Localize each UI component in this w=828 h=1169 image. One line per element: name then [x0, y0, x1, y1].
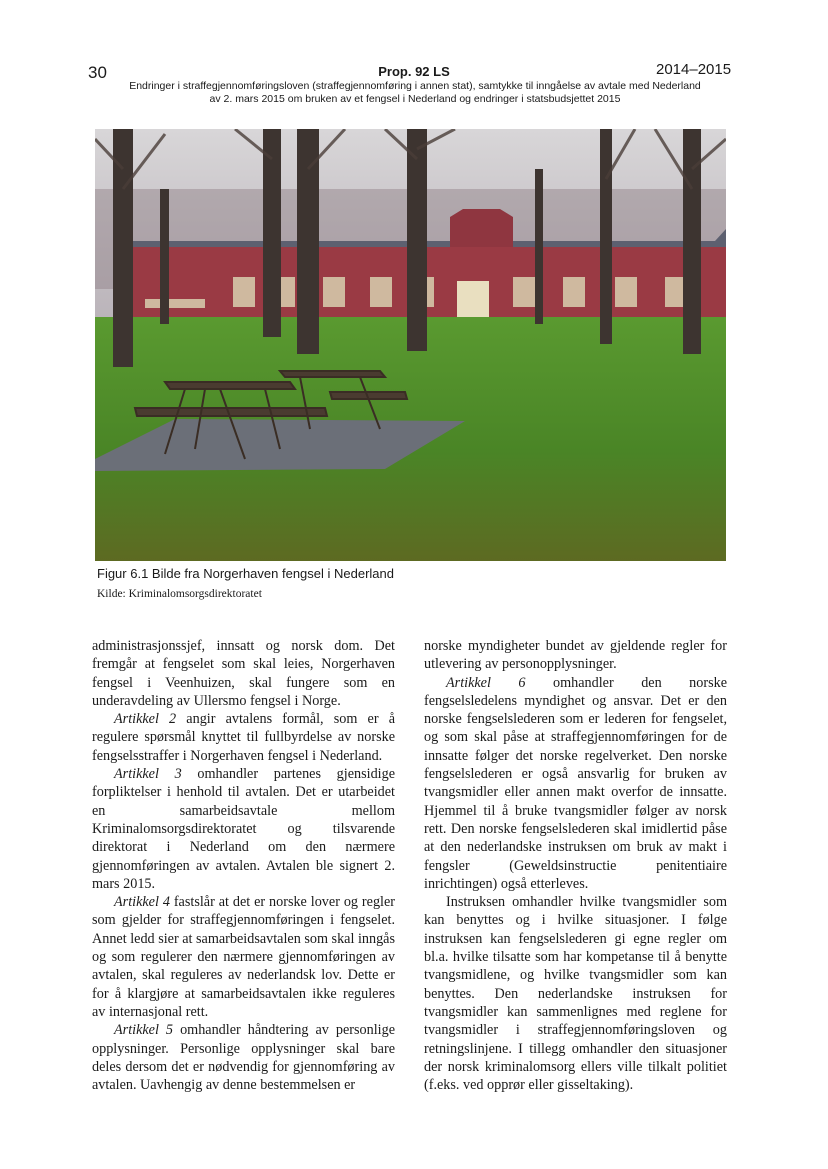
- paragraph-text: angir avtalens formål, som er å regulere spørsmål knyttet til fullbyrdelse av norske fengselsstraffer i Norgerhaven fengsel i Nederland.: [92, 711, 396, 764]
- paragraph-text: omhandler håndtering av personlige opplysninger. Personlige opplysninger skal bare deles dersom det er nødvendig for gjennomføring av avtalen. Uavhengig av denne bestemmelsen er: [92, 1022, 395, 1094]
- year-range: 2014–2015: [656, 61, 732, 78]
- paragraph: [92, 893, 395, 1021]
- left-column: [92, 637, 395, 1094]
- paragraph: administrasjonssjef, innsatt og norsk dom. Det fremgår at fengselet som skal leies, Norgerhaven fengsel i Veenhuizen, skal fungere som en underavdeling av Ullersmo fengsel i Norge.: [92, 638, 395, 709]
- right-column: [424, 637, 727, 1094]
- page-number: 30: [88, 63, 107, 82]
- paragraph: Instruksen omhandler hvilke tvangsmidler som kan benyttes og i hvilke situasjoner. I følge instruksen kan fengselslederen gi egne regler om bl.a. hvilke tilsatte som har kompetanse til å benytte tvangsmidlene, og hvilke tvangsmidler som kan benyttes. Den nederlandske instruksen for tvangsmidler kan sammenlignes med reglene for tvangsmidler i straffegjennomføringsloven og retningslinjene. I tillegg omhandler den situasjoner der norsk kriminalomsorg ellers ville tilkalt politiet (f.eks. ved opprør eller gisseltaking).: [424, 894, 727, 1094]
- article-label: Artikkel 4: [114, 894, 170, 911]
- document-subtitle: [80, 80, 750, 106]
- paragraph: [92, 765, 395, 893]
- subtitle-line-1: Endringer i straffegjennomføringsloven (straffegjennomføring i annen stat), samtykke til inngåelse av avtale med Nederland: [129, 80, 701, 92]
- figure-source: Kilde: Kriminalomsorgsdirektoratet: [97, 588, 262, 600]
- article-label: Artikkel 6: [446, 674, 526, 691]
- paragraph-text: fastslår at det er norske lover og regler som gjelder for straffegjennomføringen i fengselet. Annet ledd sier at samarbeidsavtalen som skal inngås og som regulerer den nærmere gjennomføringen av avtalen, skal reguleres av nederlandsk lov. Dette er for å klargjøre at samarbeidsavtalen ikke reguleres av internasjonal rett.: [92, 894, 396, 1020]
- prison-photo: [95, 129, 726, 561]
- paragraph: [92, 1021, 395, 1094]
- subtitle-line-2: av 2. mars 2015 om bruken av et fengsel i Nederland og endringer i statsbudsjettet 2015: [209, 93, 621, 105]
- figure-caption: Figur 6.1 Bilde fra Norgerhaven fengsel i Nederland: [97, 566, 395, 581]
- paragraph: [424, 674, 727, 894]
- article-label: Artikkel 3: [114, 766, 182, 783]
- paragraph: norske myndigheter bundet av gjeldende regler for utlevering av personopplysninger.: [424, 638, 727, 673]
- paragraph-text: omhandler partenes gjensidige forpliktelser i henhold til avtalen. Det er utarbeidet en samarbeidsavtale mellom Kriminalomsorgsdirektoratet og tilsvarende direktorat i Nederland om den nærmere gjennomføringen av avtalen. Avtalen ble signert 2. mars 2015.: [92, 766, 395, 892]
- paragraph: [92, 710, 395, 765]
- article-label: Artikkel 5: [114, 1022, 174, 1039]
- running-title: Prop. 92 LS: [378, 64, 450, 79]
- article-label: Artikkel 2: [114, 711, 177, 728]
- paragraph-text: omhandler den norske fengselsledelens myndighet og ansvar. Det er den norske fengselslederen som er lederen for fengselet, og som skal påse at straffegjennomføringen for de innsatte følger det norske regelverket. Den norske fengselslederen er også ansvarlig for bruken av tvangsmidler eller annen makt overfor de innsatte. Hjemmel til å bruke tvangsmidler følger av norsk rett. Den norske fengselslederen skal imidlertid påse at den nederlandske instruksen om bruk av makt i fengsler (Geweldsinstructie penitentiaire inrichtingen) også etterleves.: [424, 674, 728, 892]
